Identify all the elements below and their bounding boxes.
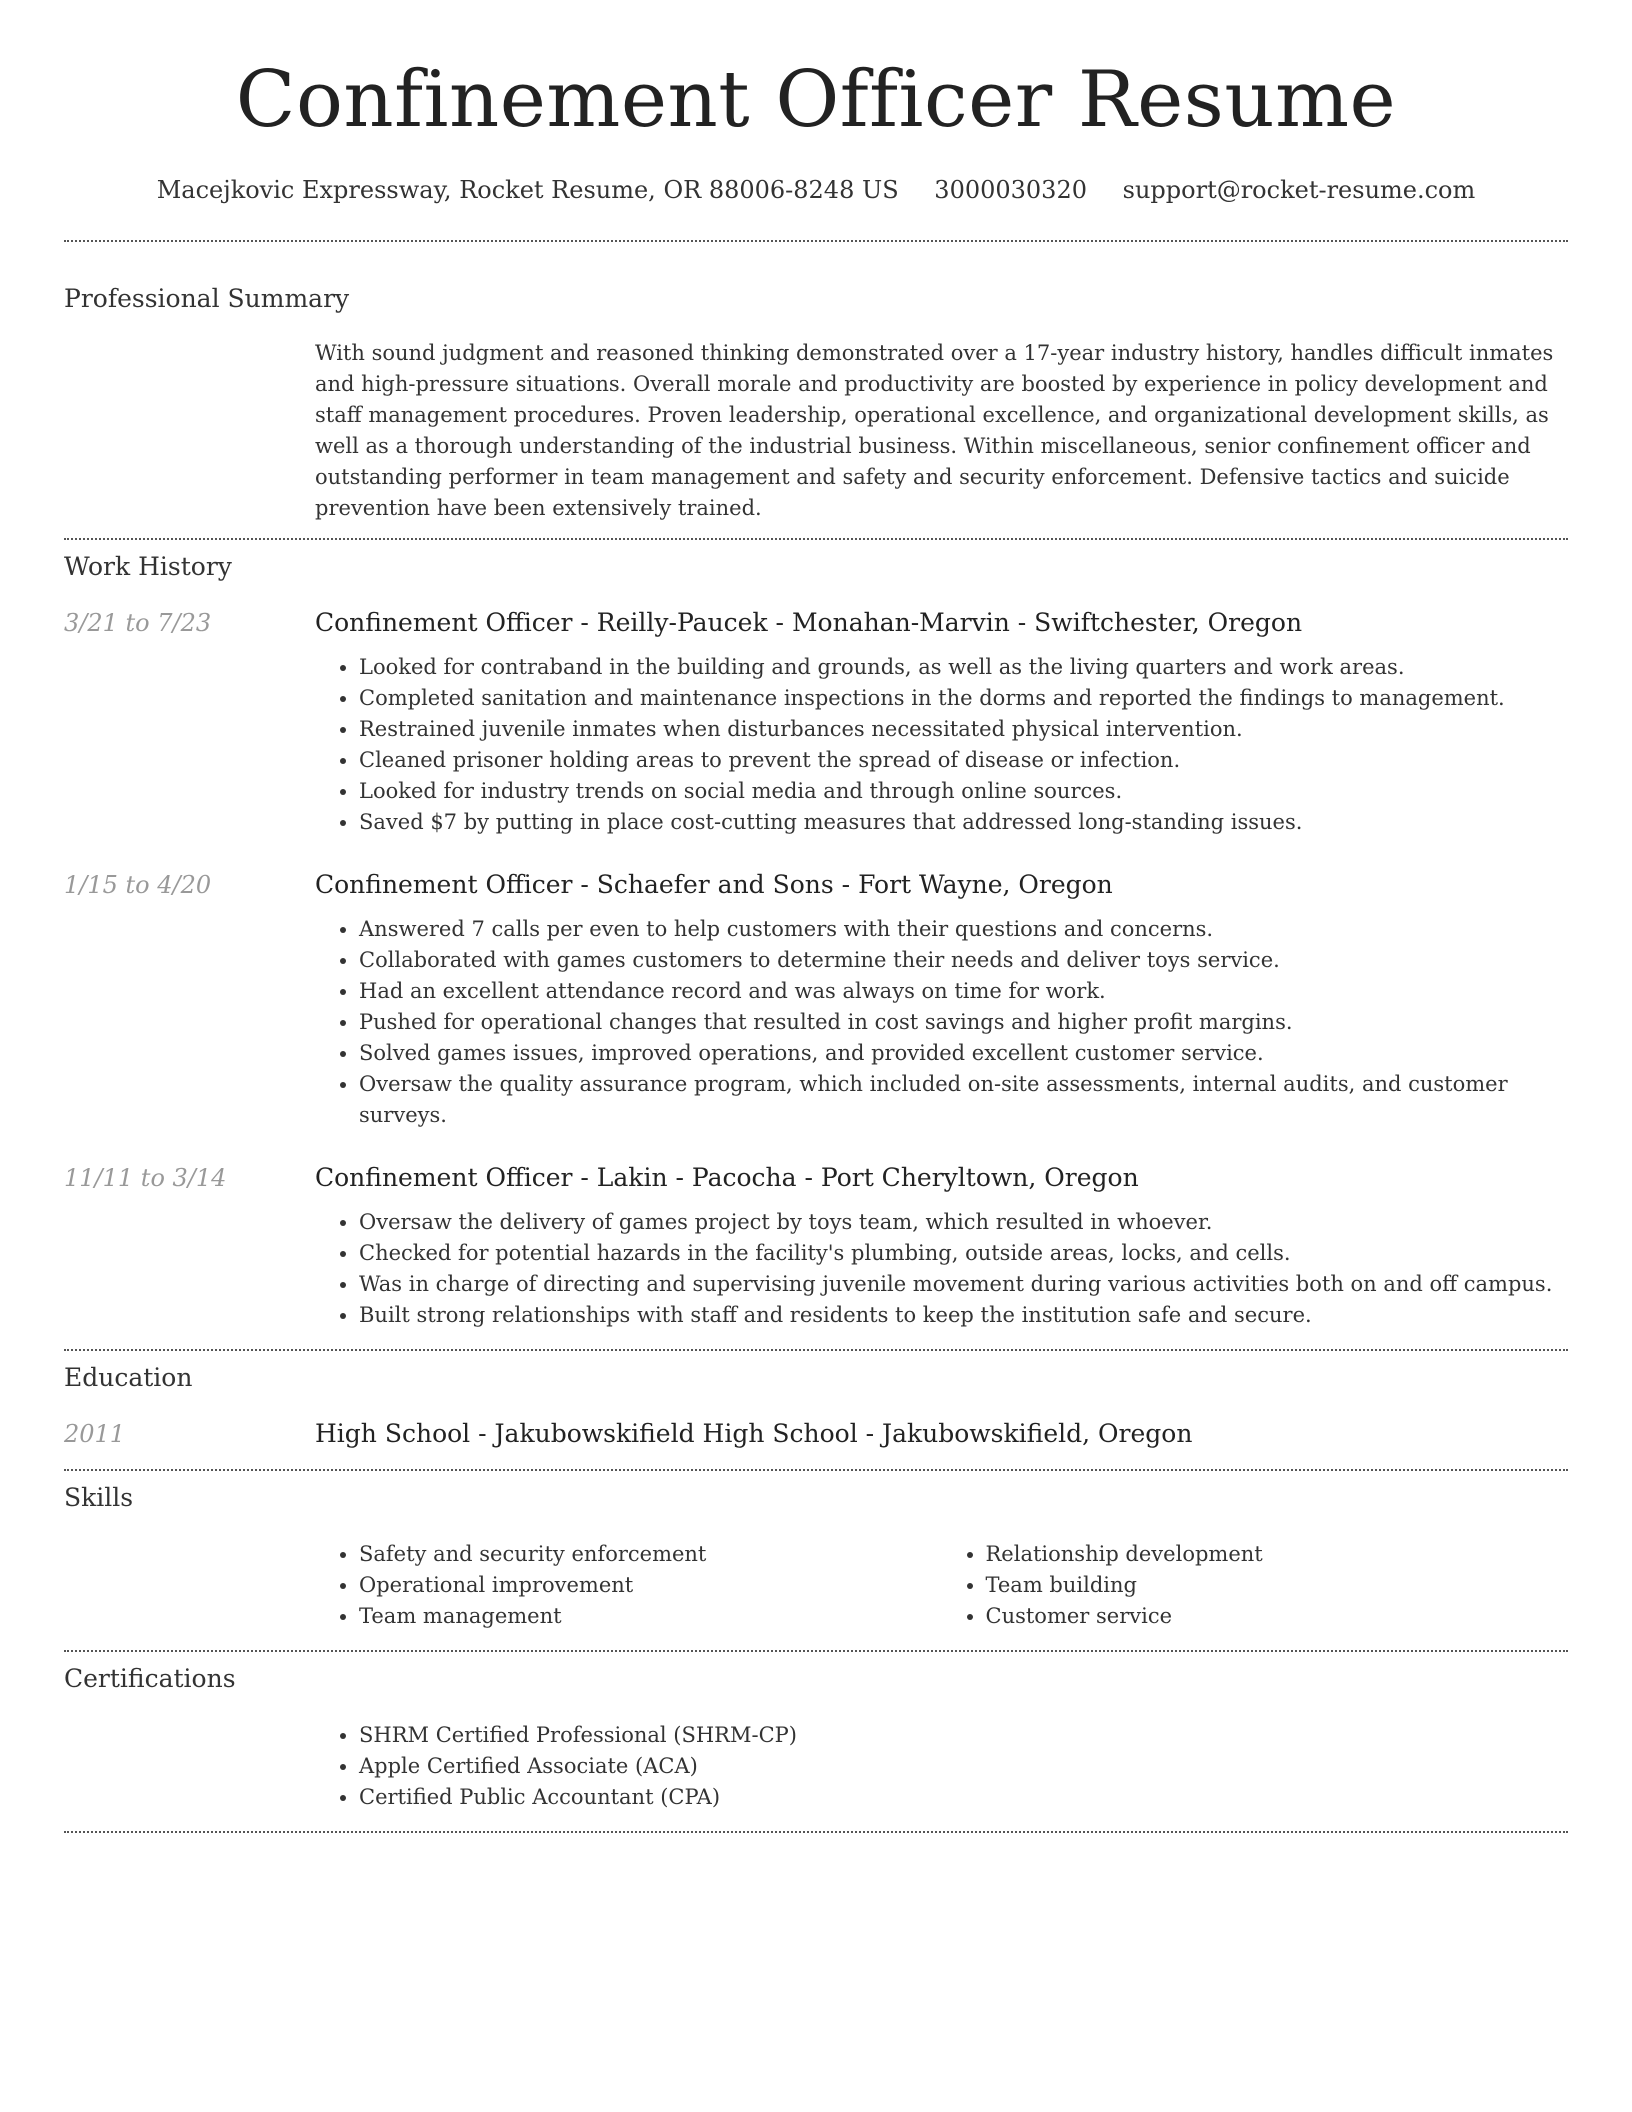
job-bullets <box>315 1207 1568 1331</box>
job-bullet: • Solved games issues, improved operations, and provided excellent customer service. <box>359 1038 1568 1069</box>
job-bullet: • Restrained juvenile inmates when disturbances necessitated physical intervention. <box>359 714 1568 745</box>
certifications-list <box>315 1720 1568 1813</box>
certifications-section <box>64 1652 1568 1831</box>
skill-item: • Operational improvement <box>359 1570 942 1601</box>
job-bullets <box>315 914 1568 1131</box>
work-history-heading: Work History <box>64 552 232 581</box>
certifications-list-wrap <box>315 1720 1568 1831</box>
job-dates: 3/21 to 7/23 <box>64 609 212 637</box>
summary-text: With sound judgment and reasoned thinking demonstrated over a 17-year industry history, handles difficult inmates and high-pressure situations. Overall morale and productivity are boosted by experience in policy development and staff management procedures. Proven leadership, operational excellence, and organizational development skills, as well as a thorough understanding of the industrial business. Within miscellaneous, senior confinement officer and outstanding performer in team management and safety and security enforcement. Defensive tactics and suicide prevention have been extensively trained. <box>315 341 1554 520</box>
skills-columns <box>315 1539 1568 1650</box>
contact-email: support@rocket-resume.com <box>1122 176 1476 204</box>
job-title: Confinement Officer - Schaefer and Sons - Fort Wayne, Oregon <box>315 870 1113 899</box>
job-title: Confinement Officer - Reilly-Paucek - Monahan-Marvin - Swiftchester, Oregon <box>315 608 1303 637</box>
skill-item: • Safety and security enforcement <box>359 1539 942 1570</box>
job-bullet: • Pushed for operational changes that resulted in cost savings and higher profit margins. <box>359 1007 1568 1038</box>
skills-list-left <box>315 1539 942 1632</box>
contact-line <box>64 174 1568 206</box>
job-dates: 1/15 to 4/20 <box>64 871 212 899</box>
job-title: Confinement Officer - Lakin - Pacocha - Port Cheryltown, Oregon <box>315 1163 1139 1192</box>
education-title: High School - Jakubowskifield High School - Jakubowskifield, Oregon <box>315 1419 1193 1448</box>
resume-title: Confinement Officer Resume <box>235 55 1397 145</box>
job-bullets <box>315 652 1568 838</box>
job-bullet: • Completed sanitation and maintenance inspections in the dorms and reported the findings to management. <box>359 683 1568 714</box>
education-section <box>64 1351 1568 1469</box>
skill-item: • Customer service <box>986 1601 1569 1632</box>
certification-item: • Apple Certified Associate (ACA) <box>359 1751 1568 1782</box>
job-bullet: • Looked for contraband in the building and grounds, as well as the living quarters and work areas. <box>359 652 1568 683</box>
job-bullet: • Was in charge of directing and supervising juvenile movement during various activities both on and off campus. <box>359 1269 1568 1300</box>
skill-item: • Team management <box>359 1601 942 1632</box>
job-entry <box>64 606 1568 838</box>
summary-heading: Professional Summary <box>64 284 350 313</box>
job-bullet: • Cleaned prisoner holding areas to prevent the spread of disease or infection. <box>359 745 1568 776</box>
resume-header <box>64 0 1568 206</box>
job-bullet: • Collaborated with games customers to determine their needs and deliver toys service. <box>359 945 1568 976</box>
skills-section <box>64 1471 1568 1650</box>
job-bullet: • Looked for industry trends on social media and through online sources. <box>359 776 1568 807</box>
skill-item: • Relationship development <box>986 1539 1569 1570</box>
divider <box>64 1831 1568 1833</box>
job-dates: 11/11 to 3/14 <box>64 1164 227 1192</box>
skills-heading: Skills <box>64 1483 134 1512</box>
contact-phone: 3000030320 <box>934 176 1087 204</box>
job-bullet: • Answered 7 calls per even to help customers with their questions and concerns. <box>359 914 1568 945</box>
skill-item: • Team building <box>986 1570 1569 1601</box>
certifications-heading: Certifications <box>64 1664 236 1693</box>
education-entry <box>64 1417 1568 1469</box>
job-bullet: • Oversaw the quality assurance program, which included on-site assessments, internal audits, and customer surveys. <box>359 1069 1568 1131</box>
job-bullet: • Built strong relationships with staff and residents to keep the institution safe and secure. <box>359 1300 1568 1331</box>
summary-section <box>64 242 1568 538</box>
job-entry <box>64 868 1568 1131</box>
job-entry <box>64 1161 1568 1349</box>
job-bullet: • Saved $7 by putting in place cost-cutting measures that addressed long-standing issues. <box>359 807 1568 838</box>
job-bullet: • Checked for potential hazards in the facility's plumbing, outside areas, locks, and cells. <box>359 1238 1568 1269</box>
education-heading: Education <box>64 1363 193 1392</box>
job-bullet: • Had an excellent attendance record and was always on time for work. <box>359 976 1568 1007</box>
certification-item: • SHRM Certified Professional (SHRM-CP) <box>359 1720 1568 1751</box>
certification-item: • Certified Public Accountant (CPA) <box>359 1782 1568 1813</box>
education-year: 2011 <box>64 1420 126 1448</box>
contact-address: Macejkovic Expressway, Rocket Resume, OR 88006-8248 US <box>156 176 899 204</box>
work-history-section <box>64 540 1568 1349</box>
skills-list-right <box>942 1539 1569 1632</box>
job-bullet: • Oversaw the delivery of games project by toys team, which resulted in whoever. <box>359 1207 1568 1238</box>
